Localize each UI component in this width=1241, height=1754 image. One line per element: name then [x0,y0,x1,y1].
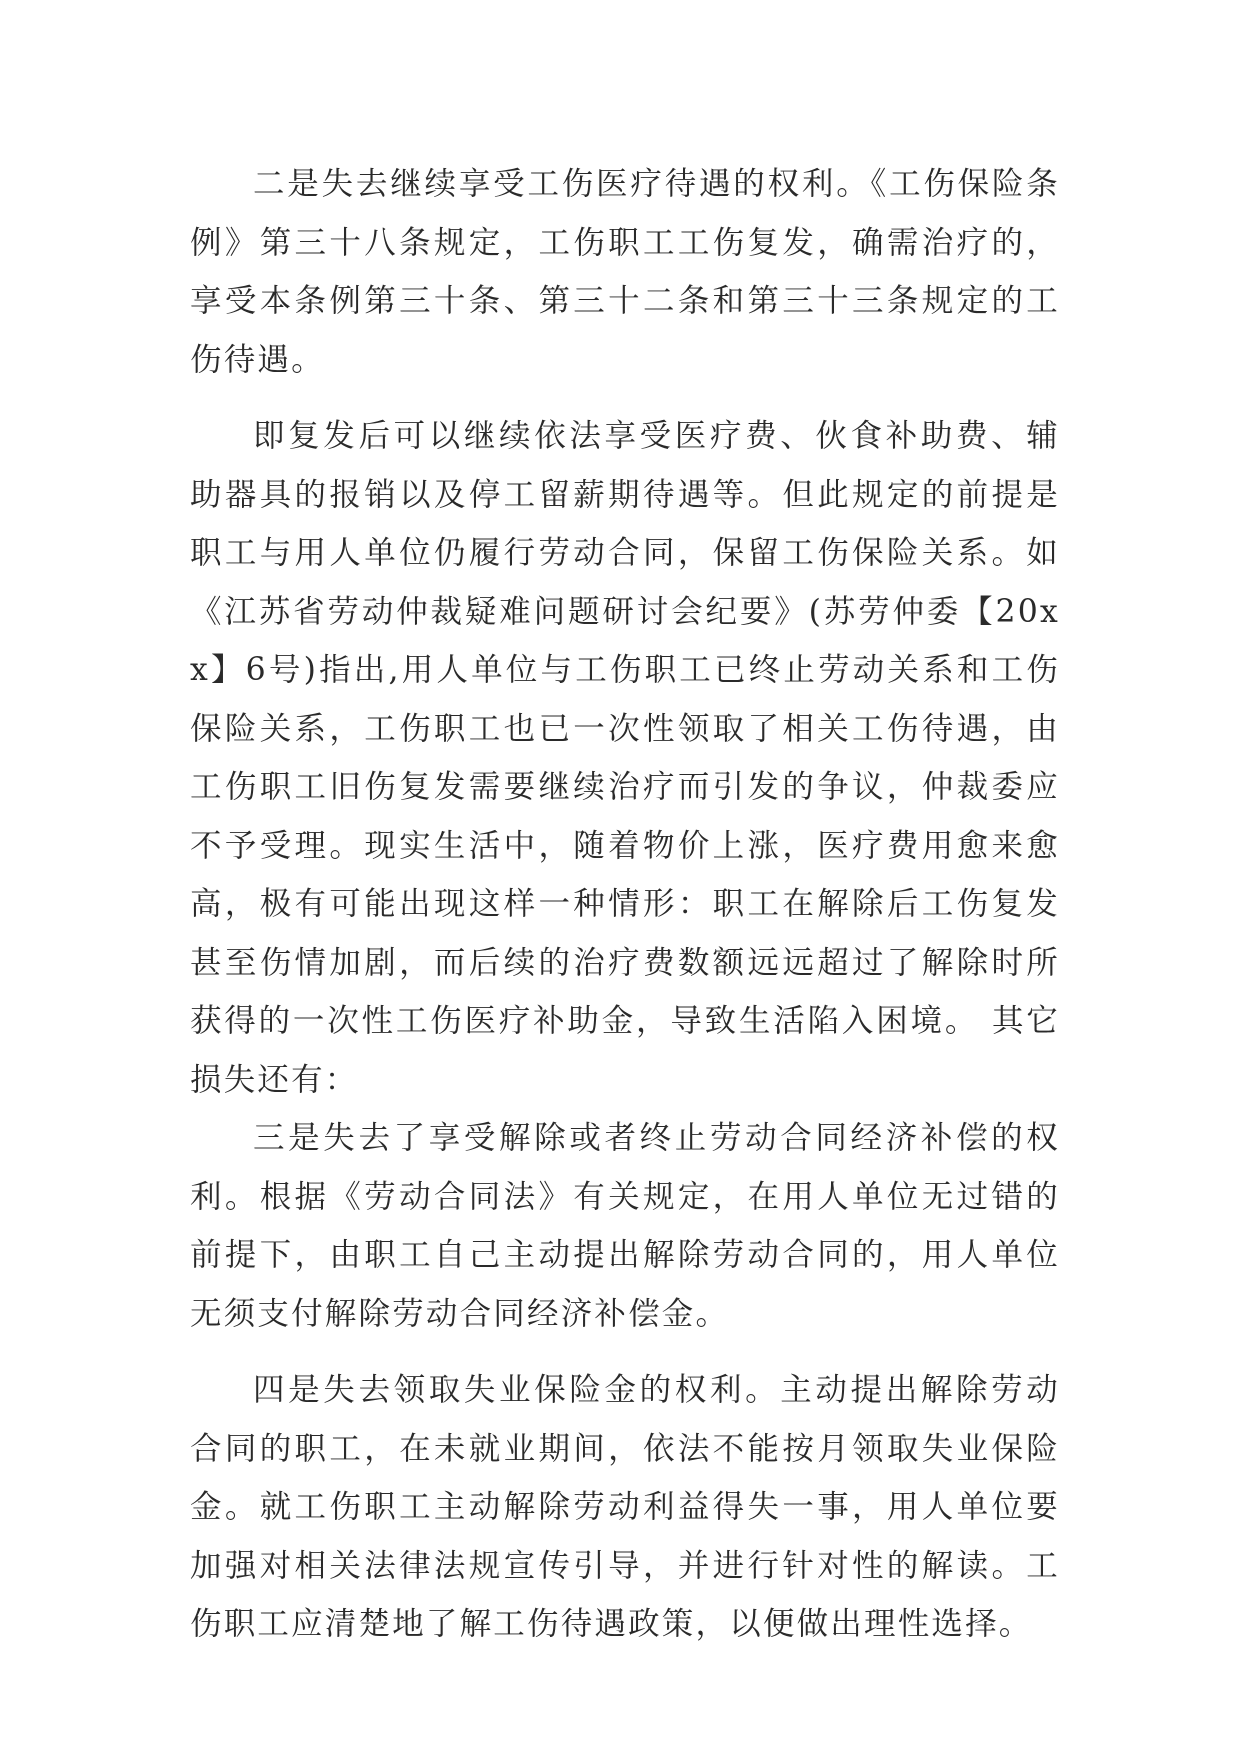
paragraph-unemployment-insurance: 四是失去领取失业保险金的权利。主动提出解除劳动合同的职工，在未就业期间，依法不能按月领取失业保险金。就工伤职工主动解除劳动利益得失一事，用人单位要加强对相关法律法规宣传引导，并进行针对性的解读。工伤职工应清楚地了解工伤待遇政策，以便做出理性选择。 [190,1372,1060,1642]
paragraph-injury-medical-rights: 二是失去继续享受工伤医疗待遇的权利。《工伤保险条例》第三十八条规定，工伤职工工伤复发，确需治疗的，享受本条例第三十条、第三十二条和第三十三条规定的工伤待遇。 [190,166,1060,378]
paragraph-relapse-treatment: 即复发后可以继续依法享受医疗费、伙食补助费、辅助器具的报销以及停工留薪期待遇等。但此规定的前提是职工与用人单位仍履行劳动合同，保留工伤保险关系。如《江苏省劳动仲裁疑难问题研讨会纪要》(苏劳仲委【20xx】6号)指出,用人单位与工伤职工已终止劳动关系和工伤保险关系，工伤职工也已一次性领取了相关工伤待遇，由工伤职工旧伤复发需要继续治疗而引发的争议，仲裁委应不予受理。现实生活中，随着物价上涨，医疗费用愈来愈高，极有可能出现这样一种情形：职工在解除后工伤复发甚至伤情加剧，而后续的治疗费数额远远超过了解除时所获得的一次性工伤医疗补助金，导致生活陷入困境。 其它损失还有： [190,418,1060,1098]
paragraph-economic-compensation: 三是失去了享受解除或者终止劳动合同经济补偿的权利。根据《劳动合同法》有关规定，在用人单位无过错的前提下，由职工自己主动提出解除劳动合同的，用人单位无须支付解除劳动合同经济补偿金。 [190,1120,1060,1332]
document-body [190,155,1060,1654]
